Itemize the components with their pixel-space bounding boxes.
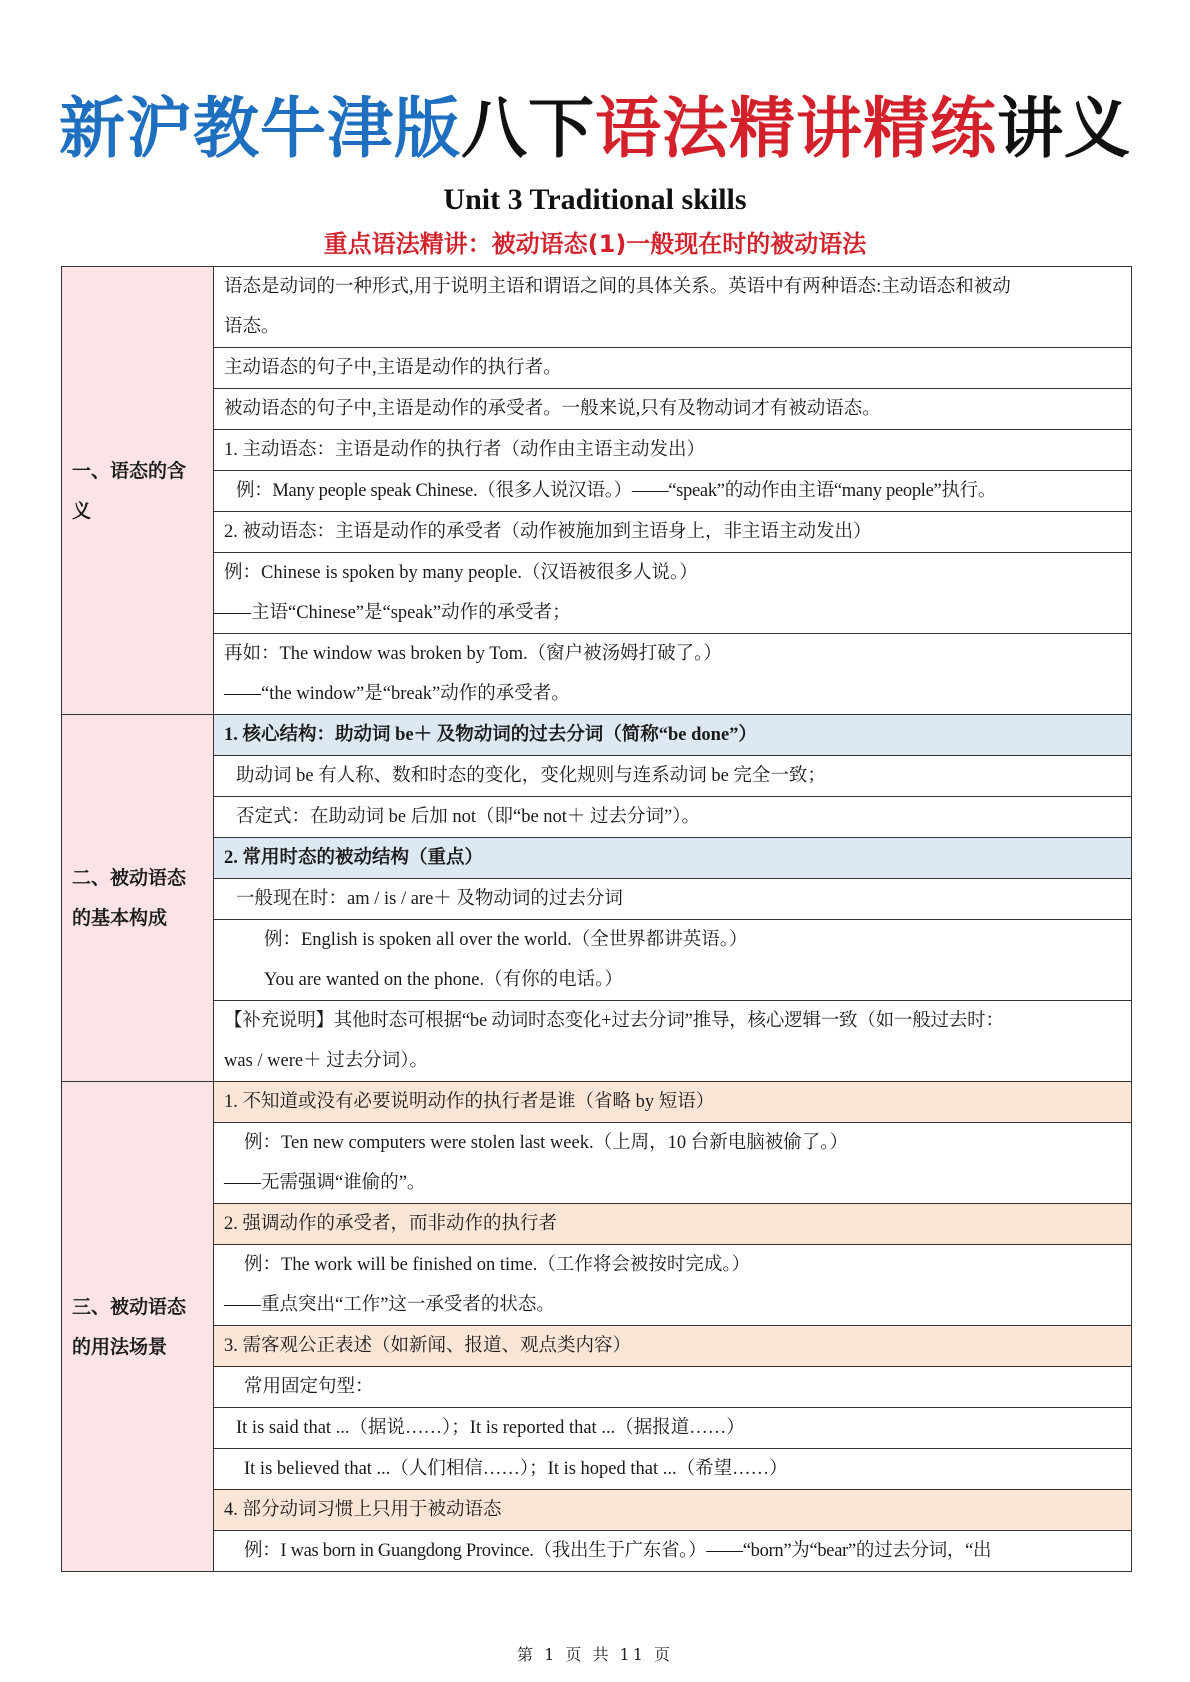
table-row: [62, 920, 1132, 1001]
table-row: [62, 471, 1132, 512]
cell-text: 主动语态的句子中,主语是动作的执行者。: [224, 358, 562, 378]
table-cell: [214, 1245, 1132, 1326]
table-cell-heading: [214, 838, 1132, 879]
table-row: [62, 267, 1132, 348]
section-label-usage: 三、被动语态的用法场景: [62, 1082, 214, 1572]
title-part-handout: 讲义: [997, 90, 1131, 167]
cell-text: 语态。: [224, 317, 280, 337]
section-label-structure: 二、被动语态的基本构成: [62, 715, 214, 1082]
table-row: [62, 1204, 1132, 1245]
cell-text: was / were＋ 过去分词）。: [224, 1051, 428, 1071]
cell-text: 2. 强调动作的承受者，而非动作的执行者: [224, 1214, 558, 1234]
table-cell: [214, 512, 1132, 553]
table-cell-heading: [214, 715, 1132, 756]
cell-text: 一般现在时：am / is / are＋ 及物动词的过去分词: [236, 889, 623, 909]
table-cell: [214, 1123, 1132, 1204]
table-row: [62, 553, 1132, 634]
table-cell: [214, 1367, 1132, 1408]
table-cell: [214, 471, 1132, 512]
cell-text: 否定式：在助动词 be 后加 not（即“be not＋ 过去分词”）。: [236, 807, 701, 827]
cell-text: ——无需强调“谁偷的”。: [224, 1173, 426, 1193]
table-row: [62, 1531, 1132, 1572]
table-row: [62, 879, 1132, 920]
cell-text: 例：Ten new computers were stolen last week.（上周，10 台新电脑被偷了。）: [244, 1133, 848, 1153]
table-cell-heading: [214, 1082, 1132, 1123]
table-row: [62, 430, 1132, 471]
cell-text: ——重点突出“工作”这一承受者的状态。: [224, 1295, 555, 1315]
table-row: [62, 1367, 1132, 1408]
grammar-table: [61, 266, 1132, 1572]
table-row: [62, 1449, 1132, 1490]
cell-text: 语态是动词的一种形式,用于说明主语和谓语之间的具体关系。英语中有两种语态:主动语态和被动: [224, 277, 1011, 297]
table-cell: [214, 1531, 1132, 1572]
table-cell: [214, 430, 1132, 471]
cell-text: 1. 主动语态：主语是动作的执行者（动作由主语主动发出）: [224, 440, 706, 460]
cell-text: 被动语态的句子中,主语是动作的承受者。一般来说,只有及物动词才有被动语态。: [224, 399, 881, 419]
table-cell: [214, 920, 1132, 1001]
table-cell: [214, 389, 1132, 430]
title-part-topic: 语法精讲精练: [595, 90, 997, 167]
table-cell: [214, 1408, 1132, 1449]
table-cell-heading: [214, 1326, 1132, 1367]
table-cell: [214, 553, 1132, 634]
cell-text: ——主语“Chinese”是“speak”动作的承受者；: [214, 603, 571, 623]
cell-text: 例：English is spoken all over the world.（全世界都讲英语。）: [264, 930, 748, 950]
cell-text: 1. 不知道或没有必要说明动作的执行者是谁（省略 by 短语）: [224, 1092, 715, 1112]
table-cell-heading: [214, 1204, 1132, 1245]
title-part-grade: 八下: [461, 90, 595, 167]
cell-text: 再如：The window was broken by Tom.（窗户被汤姆打破了。）: [224, 644, 722, 664]
table-row: [62, 348, 1132, 389]
cell-text: 常用固定句型：: [244, 1377, 374, 1397]
table-cell: [214, 756, 1132, 797]
cell-text: ——“the window”是“break”动作的承受者。: [224, 684, 570, 704]
cell-text: 例：Many people speak Chinese.（很多人说汉语。）——“speak”的动作由主语“many people”执行。: [236, 481, 997, 501]
table-cell: [214, 267, 1132, 348]
table-row: [62, 838, 1132, 879]
page-footer: 第 1 页 共 11 页: [517, 1645, 673, 1664]
table-row: [62, 1082, 1132, 1123]
table-row: [62, 389, 1132, 430]
table-row: [62, 1326, 1132, 1367]
section-subtitle: 重点语法精讲：被动语态(1)一般现在时的被动语法: [323, 230, 867, 258]
table-cell-heading: [214, 1490, 1132, 1531]
title-part-publisher: 新沪教牛津版: [59, 90, 461, 167]
cell-text: 2. 常用时态的被动结构（重点）: [224, 848, 484, 868]
cell-text: 1. 核心结构：助动词 be＋ 及物动词的过去分词（简称“be done”）: [224, 725, 757, 745]
table-row: [62, 1408, 1132, 1449]
table-row: [62, 797, 1132, 838]
cell-text: 【补充说明】其他时态可根据“be 动词时态变化+过去分词”推导，核心逻辑一致（如一般过去时：: [224, 1011, 1004, 1031]
table-row: [62, 1123, 1132, 1204]
cell-text: 2. 被动语态：主语是动作的承受者（动作被施加到主语身上，非主语主动发出）: [224, 522, 872, 542]
table-row: [62, 715, 1132, 756]
table-cell: [214, 797, 1132, 838]
cell-text: You are wanted on the phone.（有你的电话。）: [264, 970, 623, 990]
table-row: [62, 512, 1132, 553]
table-cell: [214, 879, 1132, 920]
table-row: [62, 1245, 1132, 1326]
cell-text: 4. 部分动词习惯上只用于被动语态: [224, 1500, 502, 1520]
cell-text: 例：The work will be finished on time.（工作将会被按时完成。）: [244, 1255, 751, 1275]
main-title: [0, 86, 1190, 172]
table-row: [62, 634, 1132, 715]
table-cell: [214, 634, 1132, 715]
unit-title: Unit 3 Traditional skills: [443, 183, 747, 216]
cell-text: 例：I was born in Guangdong Province.（我出生于广东省。）——“born”为“bear”的过去分词，“出: [244, 1541, 992, 1561]
table-row: [62, 1001, 1132, 1082]
table-cell: [214, 348, 1132, 389]
section-label-meaning: 一、语态的含义: [62, 267, 214, 715]
table-row: [62, 756, 1132, 797]
table-row: [62, 1490, 1132, 1531]
cell-text: 3. 需客观公正表述（如新闻、报道、观点类内容）: [224, 1336, 632, 1356]
table-cell: [214, 1001, 1132, 1082]
cell-text: It is believed that ...（人们相信……）；It is hoped that ...（希望……）: [244, 1459, 788, 1479]
table-cell: [214, 1449, 1132, 1490]
cell-text: It is said that ...（据说……）；It is reported that ...（据报道……）: [236, 1418, 745, 1438]
cell-text: 助动词 be 有人称、数和时态的变化，变化规则与连系动词 be 完全一致；: [236, 766, 826, 786]
cell-text: 例：Chinese is spoken by many people.（汉语被很多人说。）: [224, 563, 698, 583]
